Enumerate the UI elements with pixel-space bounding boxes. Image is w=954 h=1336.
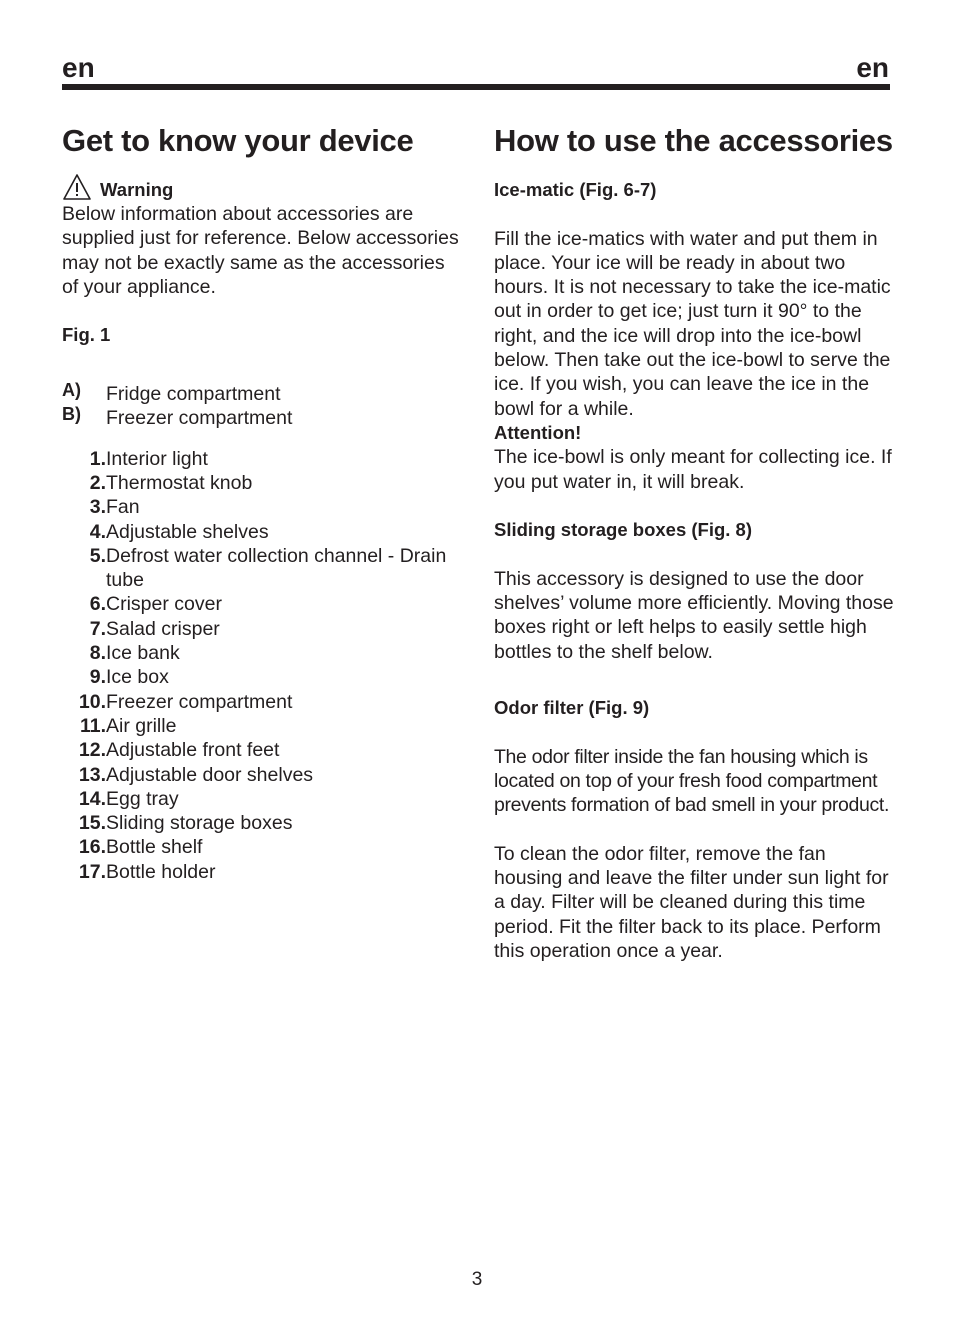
item-number: 13. (78, 763, 106, 786)
compartment-text: Fridge compartment (106, 383, 281, 406)
compartment-label: A) (62, 380, 81, 401)
warning-icon (62, 173, 92, 201)
item-text: Air grille (106, 714, 177, 737)
item-text: Ice bank (106, 642, 180, 665)
list-item (62, 787, 462, 811)
item-number: 9. (89, 666, 106, 689)
odor-filter-text-2: To clean the odor filter, remove the fan housing and leave the filter under sun light for a day. Filter will be cleaned during this time period. Fit the filter back to its place. Perform this operation once a year. (494, 842, 889, 962)
list-item (62, 714, 462, 738)
icematic-text: Fill the ice-matics with water and put them in place. Your ice will be ready in about two hours. It is not necessary to take the ice-matic out in order to get ice; just turn it 90° to the right, and the ice will drop into the ice-bowl below. Then take out the ice-bowl to serve the ice. If you wish, you can leave the ice in the bowl for a while. (494, 227, 891, 420)
list-item (62, 544, 462, 593)
item-text: Bottle shelf (106, 836, 203, 859)
item-number: 2. (89, 471, 106, 494)
icematic-heading: Ice-matic (Fig. 6-7) (494, 179, 657, 200)
list-item (62, 641, 462, 665)
item-number: 8. (89, 642, 106, 665)
item-number: 4. (89, 520, 106, 543)
parts-list (62, 447, 462, 884)
compartment-text: Freezer compartment (106, 407, 293, 430)
list-item (62, 447, 462, 471)
list-item (62, 665, 462, 689)
item-text: Adjustable front feet (106, 739, 280, 762)
item-number: 11. (79, 714, 106, 737)
item-text: Ice box (106, 666, 169, 689)
list-item (62, 406, 462, 430)
page-number: 3 (471, 1269, 483, 1290)
item-text: Sliding storage boxes (106, 812, 293, 835)
list-item (62, 835, 462, 859)
right-column (494, 122, 899, 963)
list-item (62, 811, 462, 835)
sliding-boxes-text: This accessory is designed to use the door shelves’ volume more efficiently. Moving those boxes right or left helps to easily settle high bottles to the shelf below. (494, 567, 894, 663)
attention-label: Attention! (494, 421, 582, 443)
language-label-right: en (856, 52, 889, 83)
list-item (62, 860, 462, 884)
item-text: Thermostat knob (106, 471, 253, 494)
list-item (62, 763, 462, 787)
item-number: 14. (78, 787, 106, 810)
item-number: 17. (78, 860, 106, 883)
odor-filter-heading: Odor filter (Fig. 9) (494, 696, 650, 718)
figure-label: Fig. 1 (62, 324, 111, 346)
list-item (62, 382, 462, 406)
item-number: 10. (78, 690, 106, 713)
language-label-left: en (62, 52, 95, 83)
warning-heading (62, 178, 462, 202)
item-text: Salad crisper (106, 617, 220, 640)
left-column (62, 122, 462, 884)
item-text: Fan (106, 496, 140, 519)
item-text: Freezer compartment (106, 690, 293, 713)
item-number: 5. (89, 544, 106, 567)
warning-text: Below information about accessories are supplied just for reference. Below accessories may not be exactly same as the accessories of your appliance. (62, 203, 459, 298)
item-number: 16. (78, 836, 106, 859)
item-text: Adjustable door shelves (106, 763, 314, 786)
odor-filter-text-1: The odor filter inside the fan housing which is located on top of your fresh food compartment prevents formation of bad smell in your product. (494, 745, 890, 817)
item-number: 1. (89, 447, 106, 470)
item-number: 6. (89, 593, 106, 616)
item-number: 12. (78, 739, 106, 762)
item-text: Bottle holder (106, 860, 216, 883)
item-number: 3. (89, 496, 106, 519)
compartment-list (62, 382, 462, 431)
item-text: Interior light (106, 447, 208, 470)
item-text: Egg tray (106, 787, 179, 810)
section-title-accessories: How to use the accessories (494, 123, 893, 158)
item-text: Crisper cover (106, 593, 222, 616)
list-item (62, 520, 462, 544)
list-item (62, 690, 462, 714)
list-item (62, 738, 462, 762)
item-text: Adjustable shelves (106, 520, 269, 543)
section-title-device: Get to know your device (62, 123, 414, 158)
compartment-label: B) (62, 404, 81, 425)
item-text: Defrost water collection channel - Drain tube (106, 544, 447, 592)
list-item (62, 592, 462, 616)
item-number: 7. (89, 617, 106, 640)
sliding-boxes-heading: Sliding storage boxes (Fig. 8) (494, 519, 753, 541)
list-item (62, 471, 462, 495)
attention-text: The ice-bowl is only meant for collecting ice. If you put water in, it will break. (494, 446, 892, 493)
list-item (62, 617, 462, 641)
item-number: 15. (78, 812, 106, 835)
list-item (62, 495, 462, 519)
warning-label: Warning (100, 178, 174, 200)
header-rule (62, 84, 890, 90)
